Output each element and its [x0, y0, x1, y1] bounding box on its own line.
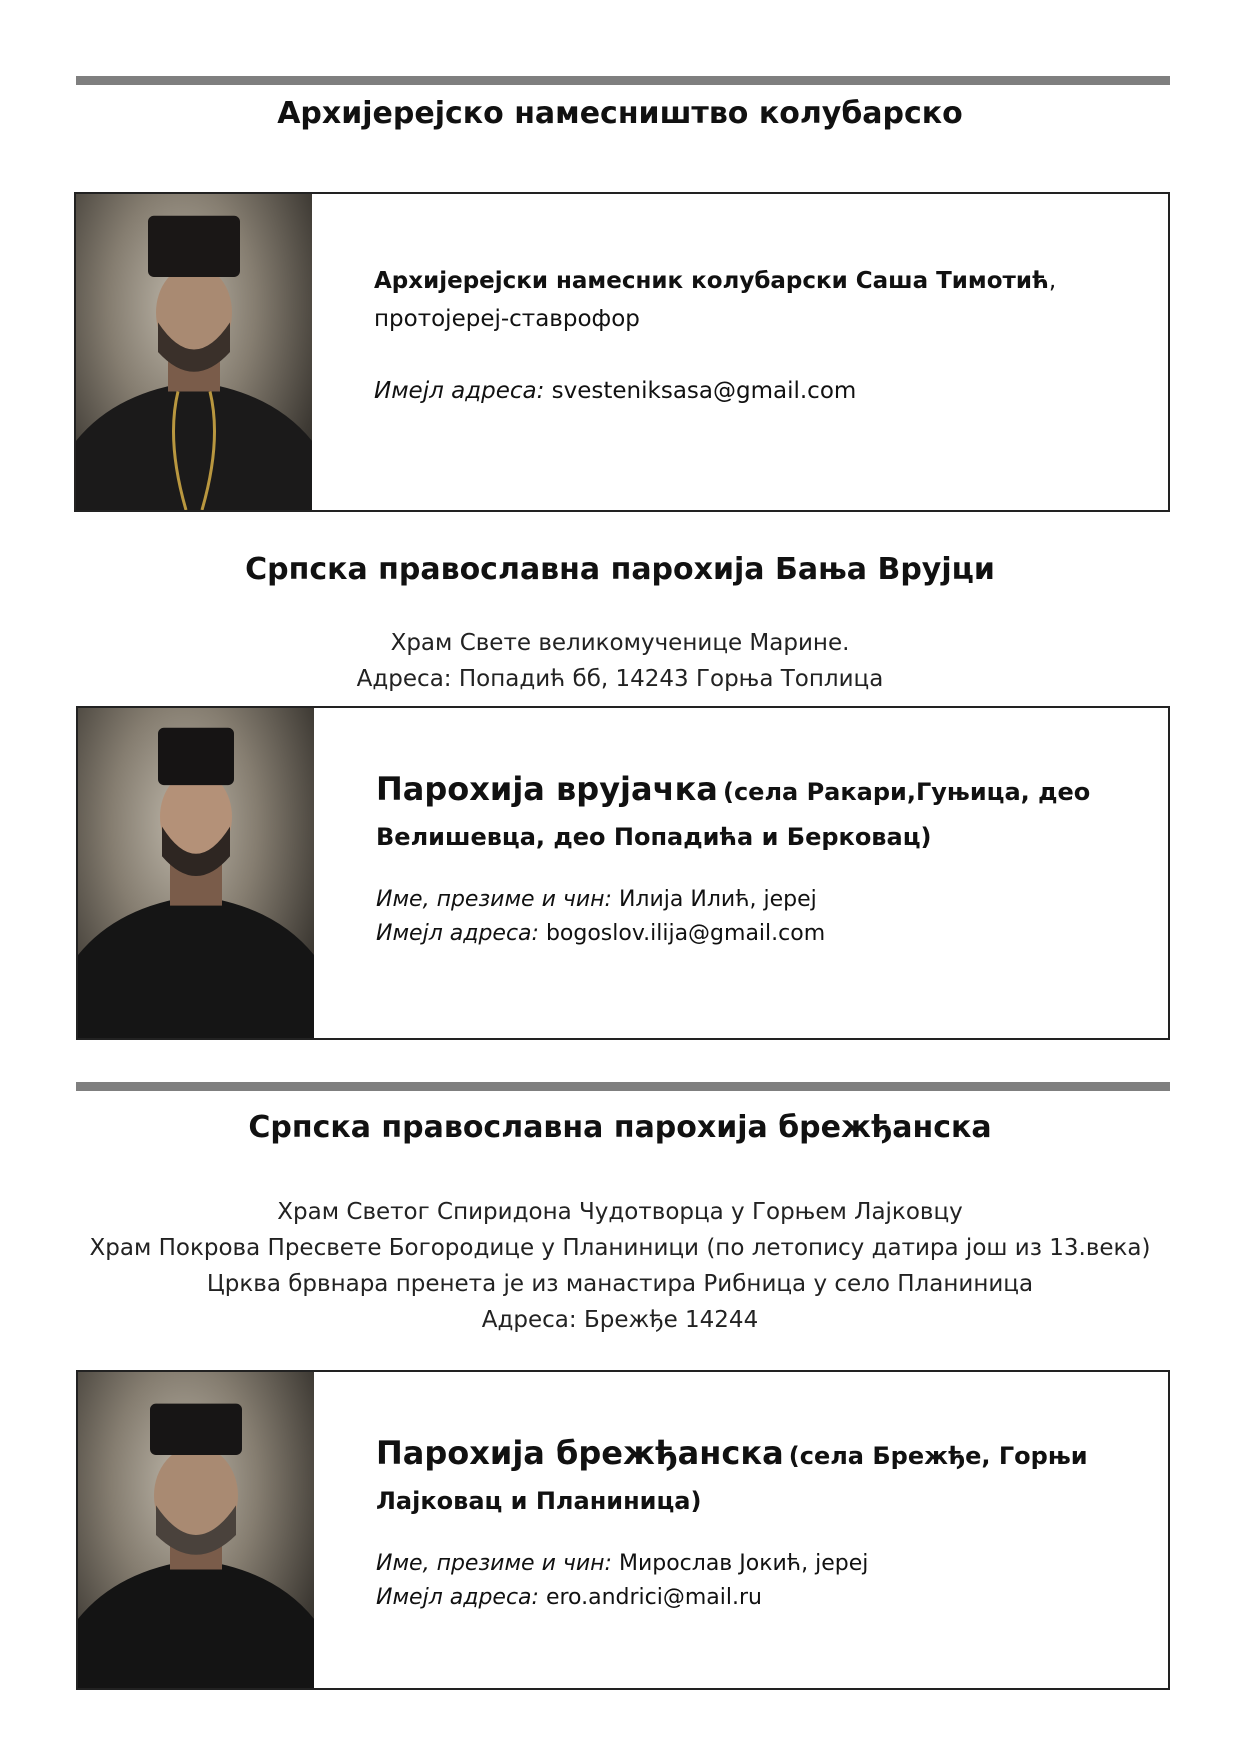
parish-villages: (села Ракари,Гуњица, део Велишевца, део Попадића и Берковац)	[376, 778, 1091, 851]
temple-info-vrujci	[0, 625, 1240, 697]
address-line: Адреса: Брежђе 14244	[481, 1307, 759, 1333]
parish-details-vrujacka	[376, 768, 1138, 951]
parish-name: Парохија брежђанска	[376, 1434, 784, 1472]
dean-name-comma: ,	[1048, 268, 1057, 294]
dean-details	[374, 262, 1138, 410]
name-label: Име, презиме и чин:	[376, 887, 612, 912]
parish-details-brezdjanska	[376, 1432, 1138, 1615]
temple-line: Храм Свете великомученице Марине.	[390, 630, 850, 656]
priest-photo	[78, 708, 314, 1038]
top-divider	[76, 76, 1170, 85]
info-line: Храм Покрова Пресвете Богородице у Планиници (по летопису датира још из 13.века)	[89, 1235, 1151, 1261]
dean-rank: протојереј-ставрофор	[374, 306, 640, 332]
dean-name: Архијерејски намесник колубарски Саша Тимотић	[374, 268, 1049, 294]
email-label: Имејл адреса:	[374, 378, 545, 404]
temple-info-brezdje	[0, 1194, 1240, 1338]
email-label: Имејл адреса:	[376, 921, 539, 946]
priest-email: bogoslov.ilija@gmail.com	[545, 921, 826, 946]
priest-photo	[76, 194, 312, 510]
priest-email: ero.andrici@mail.ru	[545, 1585, 762, 1610]
dean-card	[74, 192, 1170, 512]
dean-email: svesteniksasa@gmail.com	[551, 378, 857, 404]
parish-card-vrujacka	[76, 706, 1170, 1040]
priest-name: Илија Илић, јереј	[618, 887, 817, 912]
parish-card-brezdjanska	[76, 1370, 1170, 1690]
priest-photo	[78, 1372, 314, 1688]
parish-name: Парохија врујачка	[376, 770, 718, 808]
priest-name: Мирослав Јокић, јереј	[618, 1551, 869, 1576]
parish-villages: (села Брежђе, Горњи Лајковац и Планиница)	[376, 1442, 1088, 1515]
middle-divider	[76, 1082, 1170, 1091]
section-title-banja-vrujci: Српска православна парохија Бања Врујци	[245, 552, 995, 587]
email-label: Имејл адреса:	[376, 1585, 539, 1610]
name-label: Име, презиме и чин:	[376, 1551, 612, 1576]
info-line: Храм Светог Спиридона Чудотворца у Горњем Лајковцу	[277, 1199, 963, 1225]
section-title-kolubara: Архијерејско намесништво колубарско	[277, 96, 963, 131]
address-line: Адреса: Попадић бб, 14243 Горња Топлица	[356, 666, 884, 692]
info-line: Црква брвнара пренета је из манастира Рибница у село Планиница	[206, 1271, 1034, 1297]
section-title-brezdjanska: Српска православна парохија брежђанска	[248, 1110, 992, 1145]
